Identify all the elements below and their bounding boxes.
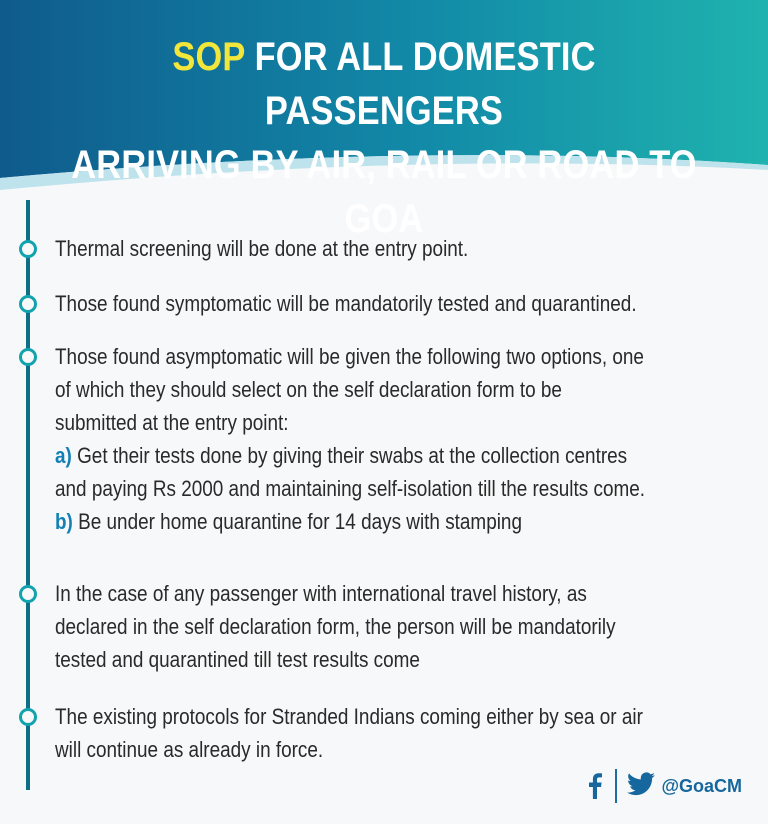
item-text: Those found asymptomatic will be given the following two options, one of which they should select on the self declaration form to be submitted at the entry point: bbox=[55, 344, 644, 435]
option-label: b) bbox=[55, 509, 73, 534]
title-line-1-rest: FOR ALL DOMESTIC PASSENGERS bbox=[244, 35, 596, 133]
footer-divider bbox=[615, 769, 617, 803]
social-footer bbox=[585, 768, 742, 804]
item-text: Thermal screening will be done at the entry point. bbox=[55, 236, 469, 261]
twitter-icon[interactable] bbox=[627, 772, 655, 801]
title-highlight: SOP bbox=[172, 35, 245, 79]
timeline-line bbox=[26, 200, 30, 790]
item-text: In the case of any passenger with international travel history, as declared in the self declaration form, the person will be mandatorily tested and quarantined till test results come bbox=[55, 581, 616, 672]
header-banner bbox=[0, 0, 768, 241]
twitter-handle[interactable]: @GoaCM bbox=[661, 775, 742, 796]
option-text: Be under home quarantine for 14 days with stamping bbox=[78, 509, 522, 534]
list-item bbox=[55, 577, 648, 676]
list-item bbox=[55, 700, 648, 766]
option-a bbox=[55, 439, 648, 505]
page-title bbox=[54, 30, 714, 246]
title-line-2: ARRIVING BY AIR, RAIL OR ROAD TO GOA bbox=[71, 143, 697, 241]
facebook-icon[interactable] bbox=[585, 773, 605, 799]
list-item bbox=[55, 287, 648, 320]
timeline-node bbox=[19, 295, 37, 313]
timeline-node bbox=[19, 585, 37, 603]
timeline-node bbox=[19, 348, 37, 366]
option-b bbox=[55, 505, 648, 538]
item-text: Those found symptomatic will be mandatorily tested and quarantined. bbox=[55, 291, 637, 316]
list-item bbox=[55, 340, 648, 538]
timeline-node bbox=[19, 240, 37, 258]
title-line-1 bbox=[54, 30, 714, 138]
item-text: The existing protocols for Stranded Indians coming either by sea or air will continue as already in force. bbox=[55, 704, 643, 762]
timeline-node bbox=[19, 708, 37, 726]
list-item bbox=[55, 232, 648, 265]
option-text: Get their tests done by giving their swabs at the collection centres and paying Rs 2000 and maintaining self-isolation till the results come. bbox=[55, 443, 646, 501]
option-label: a) bbox=[55, 443, 72, 468]
